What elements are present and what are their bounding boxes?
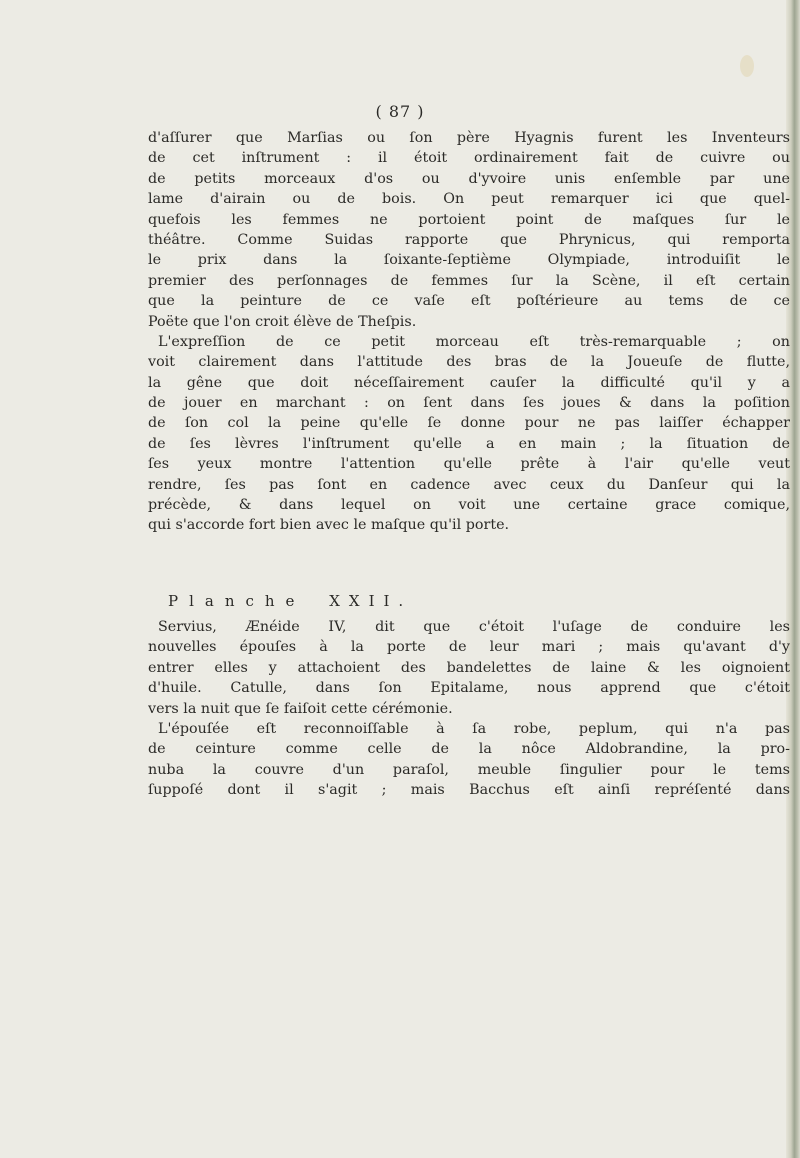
- text-line: précède, & dans lequel on voit une certaine grace comique,: [148, 497, 790, 514]
- text-line: de cet inſtrument : il étoit ordinairement fait de cuivre ou: [148, 150, 790, 167]
- text-line: de ceinture comme celle de la nôce Aldobrandine, la pro-: [148, 741, 790, 758]
- text-line: voit clairement dans l'attitude des bras de la Joueuſe de flutte,: [148, 354, 790, 371]
- text-line: premier des perſonnages de femmes ſur la Scène, il eſt certain: [148, 272, 790, 289]
- page-number: ( 87 ): [375, 102, 425, 121]
- text-line: lame d'airain ou de bois. On peut remarquer ici que quel-: [148, 191, 790, 208]
- text-line: le prix dans la ſoixante-ſeptième Olympiade, introduiſit le: [148, 252, 790, 269]
- text-line: entrer elles y attachoient des bandelettes de laine & les oignoient: [148, 659, 790, 676]
- text-line: que la peinture de ce vaſe eſt poſtérieure au tems de ce: [148, 293, 790, 310]
- text-line: nouvelles épouſes à la porte de leur mari ; mais qu'avant d'y: [148, 639, 790, 656]
- text-line: Servius, Ænéide IV, dit que c'étoit l'uſage de conduire les: [158, 619, 790, 635]
- text-line: d'aſſurer que Marſias ou ſon père Hyagnis furent les Inventeurs: [148, 130, 790, 146]
- paragraph: [148, 332, 792, 536]
- text-line: de petits morceaux d'os ou d'yvoire unis enſemble par une: [148, 170, 790, 187]
- paragraph: [148, 719, 792, 801]
- text-line: qui s'accorde fort bien avec le maſque qu'il porte.: [148, 517, 510, 534]
- plate-heading-word: Planche: [168, 592, 306, 610]
- main-text: [148, 128, 792, 536]
- text-line: de ſon col la peine qu'elle ſe donne pour ne pas laiſſer échapper: [148, 415, 790, 432]
- paragraph: [148, 128, 792, 332]
- text-line: rendre, ſes pas ſont en cadence avec ceux du Danſeur qui la: [148, 476, 790, 493]
- text-line: Poëte que l'on croit élève de Theſpis.: [148, 313, 417, 330]
- plate-heading-numeral: XXII.: [329, 592, 413, 610]
- text-line: quefois les femmes ne portoient point de maſques ſur le: [148, 211, 790, 228]
- text-line: de jouer en marchant : on ſent dans ſes joues & dans la poſition: [148, 395, 790, 412]
- text-line: nuba la couvre d'un paraſol, meuble ſingulier pour le tems: [148, 761, 790, 778]
- text-line: théâtre. Comme Suidas rapporte que Phrynicus, qui remporta: [148, 231, 790, 248]
- text-line: vers la nuit que ſe faiſoit cette cérémonie.: [148, 700, 453, 717]
- paragraph: [148, 617, 792, 719]
- text-line: L'épouſée eſt reconnoiſſable à ſa robe, peplum, qui n'a pas: [158, 720, 790, 737]
- text-line: la gêne que doit néceſſairement cauſer la difficulté qu'il y a: [148, 374, 790, 391]
- text-line: ſes yeux montre l'attention qu'elle prête à l'air qu'elle veut: [148, 456, 790, 473]
- plate-heading: [168, 592, 412, 610]
- text-line: de ſes lèvres l'inſtrument qu'elle a en main ; la ſituation de: [148, 435, 790, 452]
- text-line: L'expreſſion de ce petit morceau eſt très-remarquable ; on: [158, 333, 790, 350]
- paper-stain: [740, 55, 754, 77]
- main-text-continued: [148, 617, 792, 801]
- text-line: d'huile. Catulle, dans ſon Epitalame, nous apprend que c'étoit: [148, 680, 790, 697]
- text-line: ſuppoſé dont il s'agit ; mais Bacchus eſt ainſi repréſenté dans: [148, 782, 790, 799]
